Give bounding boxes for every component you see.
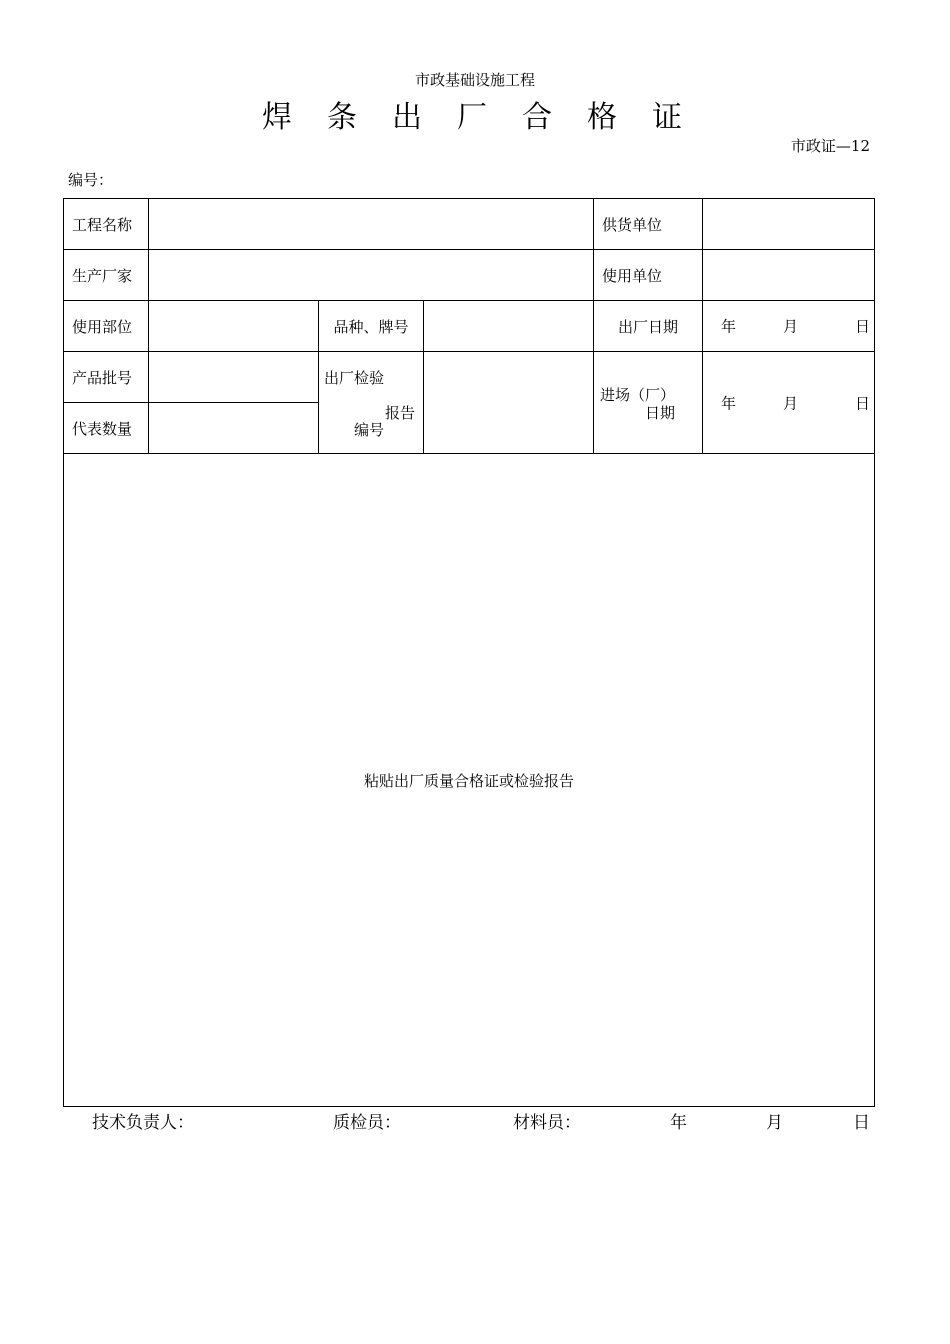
form-code: 市政证—12 xyxy=(790,137,870,155)
user-unit-label: 使用单位 xyxy=(594,250,703,301)
quantity-field[interactable] xyxy=(149,403,319,454)
factory-date-field[interactable] xyxy=(703,301,875,352)
material-clerk-label: 材料员： xyxy=(513,1113,581,1133)
inspection-report-label-line3: 编号 xyxy=(354,421,385,439)
certificate-form-table xyxy=(63,198,875,1107)
inspection-report-label-line2: 报告 xyxy=(385,404,416,422)
entry-date-label-line2: 日期 xyxy=(645,404,676,422)
factory-date-day: 日 xyxy=(855,317,871,336)
footer-year: 年 xyxy=(670,1113,687,1133)
manufacturer-field[interactable] xyxy=(149,250,594,301)
form-subtitle: 市政基础设施工程 xyxy=(414,71,535,89)
batch-no-label: 产品批号 xyxy=(64,352,149,403)
factory-date-month: 月 xyxy=(783,317,799,336)
usage-part-field[interactable] xyxy=(149,301,319,352)
project-name-field[interactable] xyxy=(149,199,594,250)
entry-date-month: 月 xyxy=(783,394,799,412)
attachment-area xyxy=(64,454,875,1107)
signature-footer xyxy=(0,1108,950,1132)
variety-brand-field[interactable] xyxy=(424,301,594,352)
entry-date-label xyxy=(594,352,703,454)
tech-lead-label: 技术负责人： xyxy=(92,1113,194,1133)
usage-part-label: 使用部位 xyxy=(64,301,149,352)
attachment-note: 粘贴出厂质量合格证或检验报告 xyxy=(364,771,575,790)
inspection-report-label-line1: 出厂检验 xyxy=(324,369,385,387)
batch-no-field[interactable] xyxy=(149,352,319,403)
inspection-report-no-label xyxy=(319,352,424,454)
entry-date-field[interactable] xyxy=(703,352,875,454)
entry-date-year: 年 xyxy=(721,394,737,412)
serial-number-label: 编号： xyxy=(68,171,114,189)
entry-date-day: 日 xyxy=(855,394,871,412)
factory-date-year: 年 xyxy=(721,317,737,336)
inspector-label: 质检员： xyxy=(333,1113,401,1133)
variety-brand-label: 品种、牌号 xyxy=(319,301,424,352)
user-unit-field[interactable] xyxy=(703,250,875,301)
footer-day: 日 xyxy=(853,1113,870,1133)
form-title: 焊条出厂合格证 xyxy=(262,100,717,135)
supplier-field[interactable] xyxy=(703,199,875,250)
manufacturer-label: 生产厂家 xyxy=(64,250,149,301)
entry-date-label-line1: 进场（厂） xyxy=(600,386,676,404)
inspection-report-no-field[interactable] xyxy=(424,352,594,454)
footer-month: 月 xyxy=(766,1113,783,1133)
supplier-label: 供货单位 xyxy=(594,199,703,250)
quantity-label: 代表数量 xyxy=(64,403,149,454)
factory-date-label: 出厂日期 xyxy=(594,301,703,352)
project-name-label: 工程名称 xyxy=(64,199,149,250)
